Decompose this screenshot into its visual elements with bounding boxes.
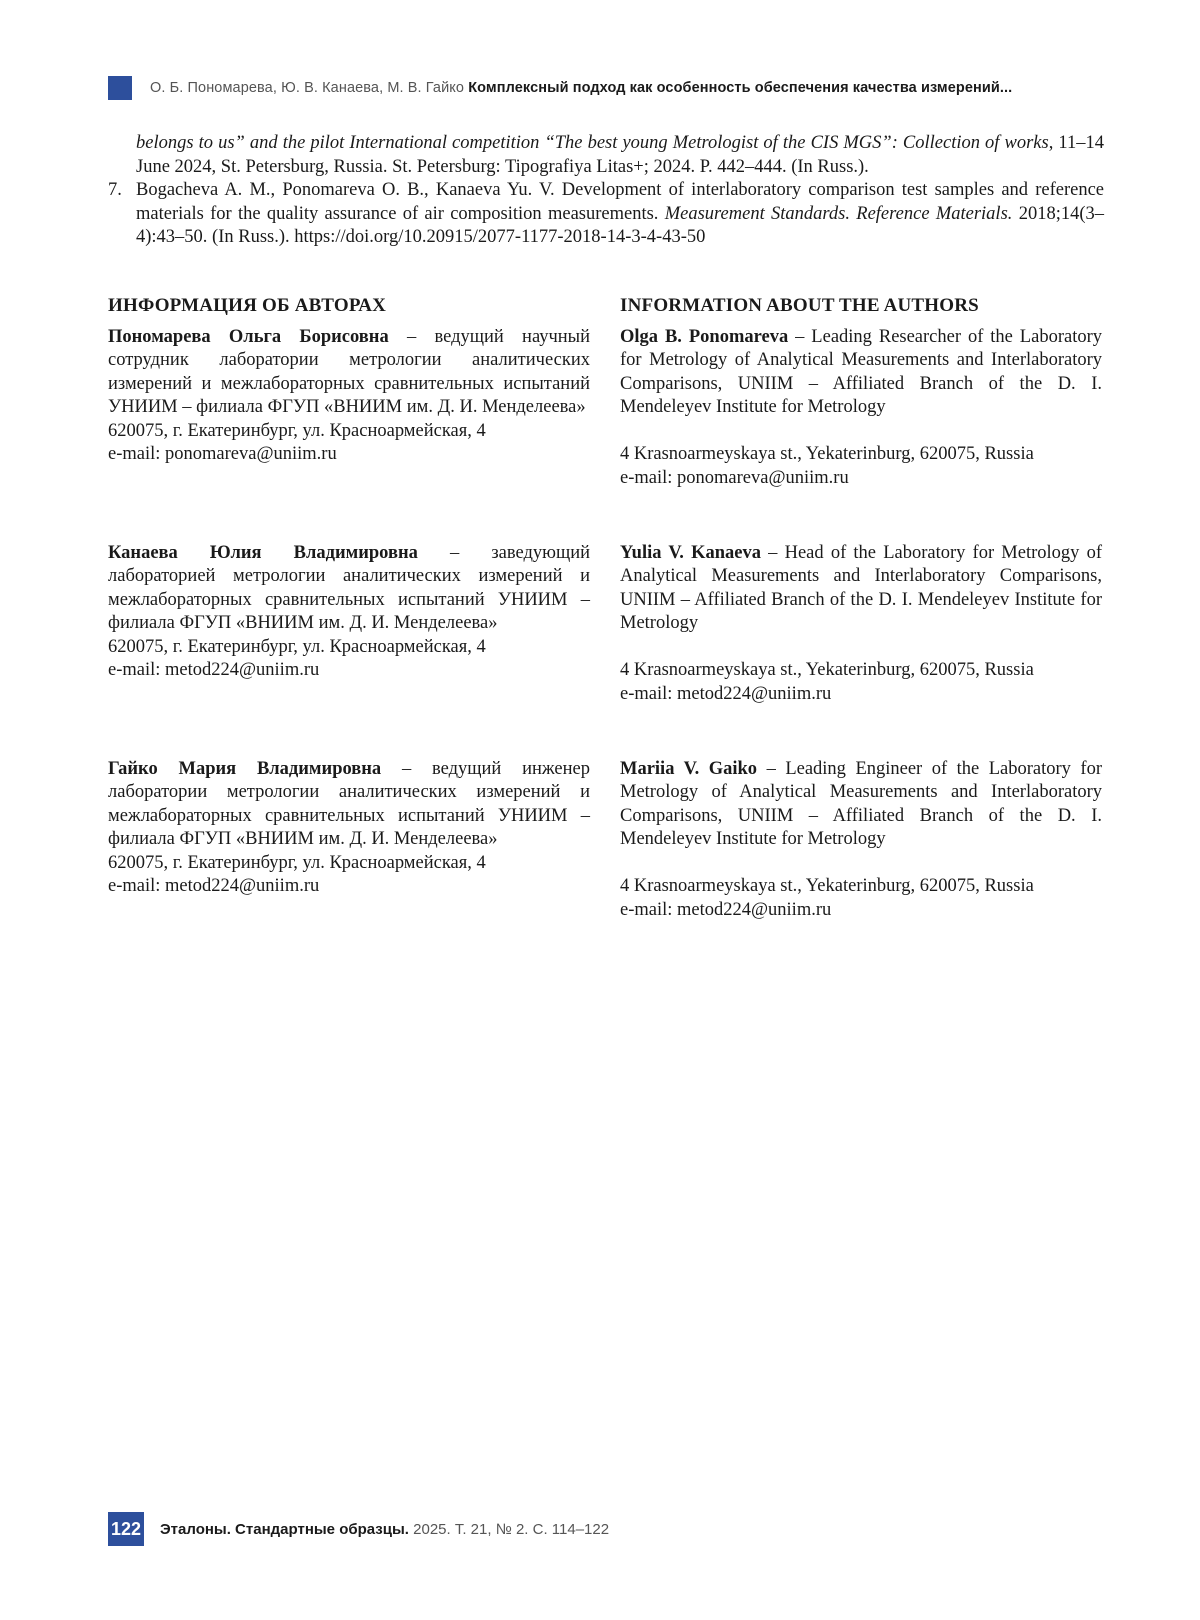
author-position: – ведущий инженер лаборатории метрологии аналитических измерений и межлабораторных сравнительных испытаний УНИИМ – филиала ФГУП «ВНИИМ им. Д. И. Менделеева» <box>108 758 590 849</box>
author-en-2 <box>620 542 1102 758</box>
reference-continuation <box>108 132 1104 179</box>
authors-en-column <box>620 294 1102 974</box>
author-address: 4 Krasnoarmeyskaya st., Yekaterinburg, 620075, Russia <box>620 444 1034 464</box>
spacer <box>620 420 1102 444</box>
header-article-title: Комплексный подход как особенность обеспечения качества измерений... <box>468 80 1013 96</box>
reference-text: Bogacheva A. M., Ponomareva O. B., Kanaeva Yu. V. Development of interlaboratory comparison test samples and reference materials for the quality assurance of air composition measurements. <box>136 180 1104 224</box>
reference-number: 7. <box>108 180 122 200</box>
reference-item-7 <box>108 179 1104 250</box>
author-address: 620075, г. Екатеринбург, ул. Красноармейская, 4 <box>108 852 486 873</box>
reference-cont-rest: , 11–14 June 2024, St. Petersburg, Russia. St. Petersburg: Tipografiya Litas+; 2024. P. 442–444. (In Russ.). <box>136 133 1104 177</box>
author-position: – заведующий лабораторией метрологии аналитических измерений и межлабораторных сравнительных испытаний УНИИМ – филиала ФГУП «ВНИИМ им. Д. И. Менделеева» <box>108 542 590 633</box>
running-footer <box>108 1512 609 1546</box>
author-email: e-mail: metod224@uniim.ru <box>108 876 320 896</box>
author-ru-3 <box>108 758 590 974</box>
author-name: Yulia V. Kanaeva <box>620 542 761 563</box>
authors-ru-heading: ИНФОРМАЦИЯ ОБ АВТОРАХ <box>108 295 387 316</box>
author-desc <box>108 326 590 420</box>
author-email: e-mail: metod224@uniim.ru <box>620 683 832 704</box>
author-en-3 <box>620 758 1102 974</box>
author-name: Olga B. Ponomareva <box>620 326 789 347</box>
author-position: – Leading Engineer of the Laboratory for Metrology of Analytical Measurements and Interlaboratory Comparisons, UNIIM – Affiliated Branch of the D. I. Mendeleyev Institute for Metrology <box>620 758 1103 849</box>
authors-en-heading: INFORMATION ABOUT THE AUTHORS <box>620 295 979 316</box>
author-desc <box>620 542 1102 636</box>
author-desc <box>620 758 1102 852</box>
author-desc <box>620 326 1102 420</box>
author-name: Канаева Юлия Владимировна <box>108 542 418 563</box>
author-email: e-mail: metod224@uniim.ru <box>108 660 320 680</box>
header-accent-square <box>108 76 132 100</box>
reference-cont-italic: belongs to us” and the pilot International competition “The best young Metrologist of the CIS MGS”: Collection of works <box>136 133 1049 153</box>
author-name: Гайко Мария Владимировна <box>108 758 382 779</box>
author-email: e-mail: ponomareva@uniim.ru <box>620 467 849 488</box>
authors-ru-column <box>108 294 590 974</box>
author-position: – ведущий научный сотрудник лаборатории метрологии аналитических измерений и межлабораторных сравнительных испытаний УНИИМ – филиала ФГУП «ВНИИМ им. Д. И. Менделеева» <box>108 326 590 417</box>
header-authors: О. Б. Пономарева, Ю. В. Канаева, М. В. Гайко <box>150 80 465 96</box>
author-address: 620075, г. Екатеринбург, ул. Красноармейская, 4 <box>108 636 486 657</box>
page-number: 122 <box>108 1512 144 1546</box>
reference-journal: Measurement Standards. Reference Materials. <box>664 203 1013 224</box>
author-ru-2 <box>108 542 590 758</box>
author-position: – Head of the Laboratory for Metrology of Analytical Measurements and Interlaboratory Comparisons, UNIIM – Affiliated Branch of the D. I. Mendeleyev Institute for Metrology <box>620 542 1102 633</box>
footer-citation <box>160 1521 609 1538</box>
author-address: 620075, г. Екатеринбург, ул. Красноармейская, 4 <box>108 420 486 441</box>
reference-tail: 2018;14(3–4):43–50. (In Russ.). https://doi.org/10.20915/2077-1177-2018-14-3-4-43-50 <box>136 203 1105 247</box>
author-address: 4 Krasnoarmeyskaya st., Yekaterinburg, 620075, Russia <box>620 660 1034 680</box>
author-name: Mariia V. Gaiko <box>620 758 758 779</box>
author-email: e-mail: metod224@uniim.ru <box>620 899 832 920</box>
author-ru-1 <box>108 326 590 542</box>
author-en-1 <box>620 326 1102 542</box>
footer-journal: Эталоны. Стандартные образцы. <box>160 1520 409 1538</box>
reference-list <box>108 132 1104 250</box>
footer-issue: 2025. Т. 21, № 2. С. 114–122 <box>413 1520 610 1538</box>
author-position: – Leading Researcher of the Laboratory for Metrology of Analytical Measurements and Interlaboratory Comparisons, UNIIM – Affiliated Branch of the D. I. Mendeleyev Institute for Metrology <box>620 326 1102 417</box>
author-desc <box>108 542 590 636</box>
author-email: e-mail: ponomareva@uniim.ru <box>108 444 337 464</box>
spacer <box>620 852 1102 876</box>
author-address: 4 Krasnoarmeyskaya st., Yekaterinburg, 620075, Russia <box>620 876 1034 896</box>
spacer <box>620 636 1102 660</box>
author-desc <box>108 758 590 852</box>
running-header <box>108 76 1108 100</box>
author-name: Пономарева Ольга Борисовна <box>108 326 389 347</box>
header-text <box>150 80 1012 96</box>
